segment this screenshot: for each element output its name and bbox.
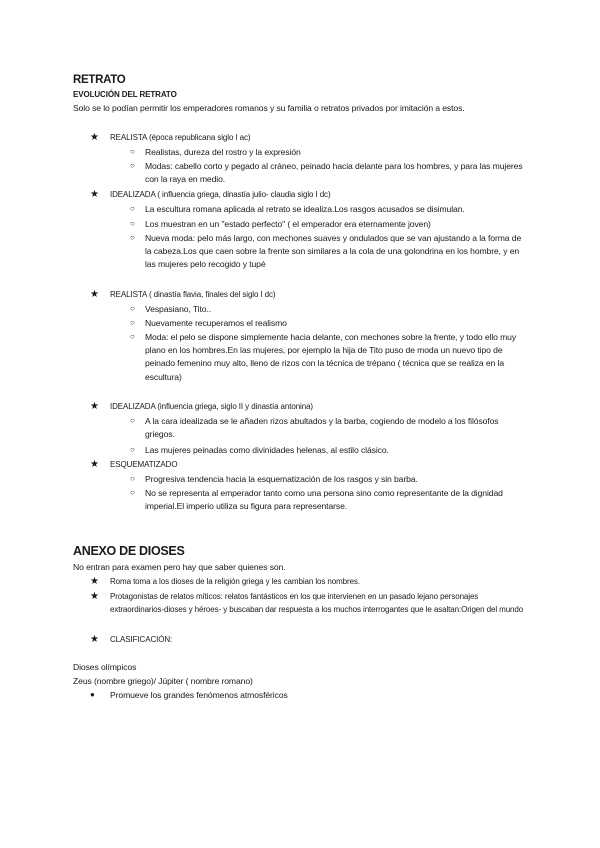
section-label: IDEALIZADA (influencia griega, siglo II y dinastía antonina) [110,402,314,411]
annex-intro: No entran para examen pero hay que saber quienes son. [73,562,286,572]
circle-bullet-icon: ○ [130,233,135,242]
annex-title: ANEXO DE DIOSES [73,544,185,558]
page-title: RETRATO [73,74,126,86]
circle-bullet-icon: ○ [130,204,135,213]
circle-bullet-icon: ○ [130,445,135,454]
circle-bullet-icon: ○ [130,488,135,497]
list-item-text: Promueve los grandes fenómenos atmosféricos [110,690,288,700]
section-label: REALISTA ( dinastía flavia, finales del siglo I dc) [110,290,276,299]
star-bullet-icon: ★ [90,634,99,645]
list-item-text: La escultura romana aplicada al retrato se idealiza.Los rasgos acusados se disimulan. [145,204,465,214]
star-bullet-icon: ★ [90,189,99,200]
section-label: ESQUEMATIZADO [110,460,178,469]
list-item-text: Moda: el pelo se dispone simplemente hacia delante, con mechones sobre la frente, y todo ello muy plano en los hombres.En las mujeres, por ejemplo la hija de Tito puso de moda un nuevo tipo de peinado femenino muy alto, lleno de rizos con la técnica de trépano ( técnica que se realiza en la escultura) [145,332,517,382]
list-item-text: Roma toma a los dioses de la religión griega y les cambian los nombres. [110,577,360,586]
list-item-text: Progresiva tendencia hacia la esquematización de los rasgos y sin barba. [145,474,418,484]
list-item-text: A la cara idealizada se le añaden rizos abultados y la barba, cogiendo de modelo a los filósofos griegos. [145,416,499,440]
circle-bullet-icon: ○ [130,416,135,425]
list-item-text: No se representa al emperador tanto como una persona sino como representante de la dignidad imperial.El imperio utiliza su figura para representarse. [145,488,503,512]
circle-bullet-icon: ○ [130,304,135,313]
list-item-text: Nuevamente recuperamos el realismo [145,318,287,328]
list-item-text: Los muestran en un "estado perfecto" ( el emperador era eternamente joven) [145,219,431,229]
section-subtitle: EVOLUCIÓN DEL RETRATO [73,90,177,99]
star-bullet-icon: ★ [90,576,99,587]
section-label: IDEALIZADA ( influencia griega, dinastía julio- claudia siglo I dc) [110,190,331,199]
circle-bullet-icon: ○ [130,318,135,327]
circle-bullet-icon: ○ [130,161,135,170]
list-item-text: Vespasiano, Tito.. [145,304,212,314]
dot-bullet-icon: ● [90,690,95,699]
star-bullet-icon: ★ [90,591,99,602]
list-item-text: Las mujeres peinadas como divinidades helenas, al estilo clásico. [145,445,389,455]
annex-subheading: Dioses olímpicos [73,662,137,672]
circle-bullet-icon: ○ [130,332,135,341]
list-item-text: Nueva moda: pelo más largo, con mechones suaves y ondulados que se van ajustando a la forma de la cabeza.Los que caen sobre la frente son similares a la cola de una golondrina en los hombre, y en las mujeres pelo recogido y tupé [145,233,522,270]
star-bullet-icon: ★ [90,132,99,143]
star-bullet-icon: ★ [90,289,99,300]
circle-bullet-icon: ○ [130,474,135,483]
god-line: Zeus (nombre griego)/ Júpiter ( nombre romano) [73,676,253,686]
list-item-text: CLASIFICACIÓN: [110,635,173,644]
star-bullet-icon: ★ [90,401,99,412]
list-item-text: Realistas, dureza del rostro y la expresión [145,147,301,157]
list-item-text: Modas: cabello corto y pegado al cráneo, peinado hacia delante para los hombres, y para las mujeres con la raya en medio. [145,161,523,185]
list-item-text: Protagonistas de relatos míticos: relatos fantásticos en los que intervienen en un pasado lejano personajes extraordinarios-dioses y héroes- y buscaban dar respuesta a los muchos interrogantes que le asaltan:Origen del mundo [110,592,524,615]
star-bullet-icon: ★ [90,459,99,470]
section-label: REALISTA (época republicana siglo I ac) [110,133,251,142]
intro-paragraph: Solo se lo podían permitir los emperadores romanos y su familia o retratos privados por imitación a estos. [73,103,465,113]
circle-bullet-icon: ○ [130,219,135,228]
circle-bullet-icon: ○ [130,147,135,156]
